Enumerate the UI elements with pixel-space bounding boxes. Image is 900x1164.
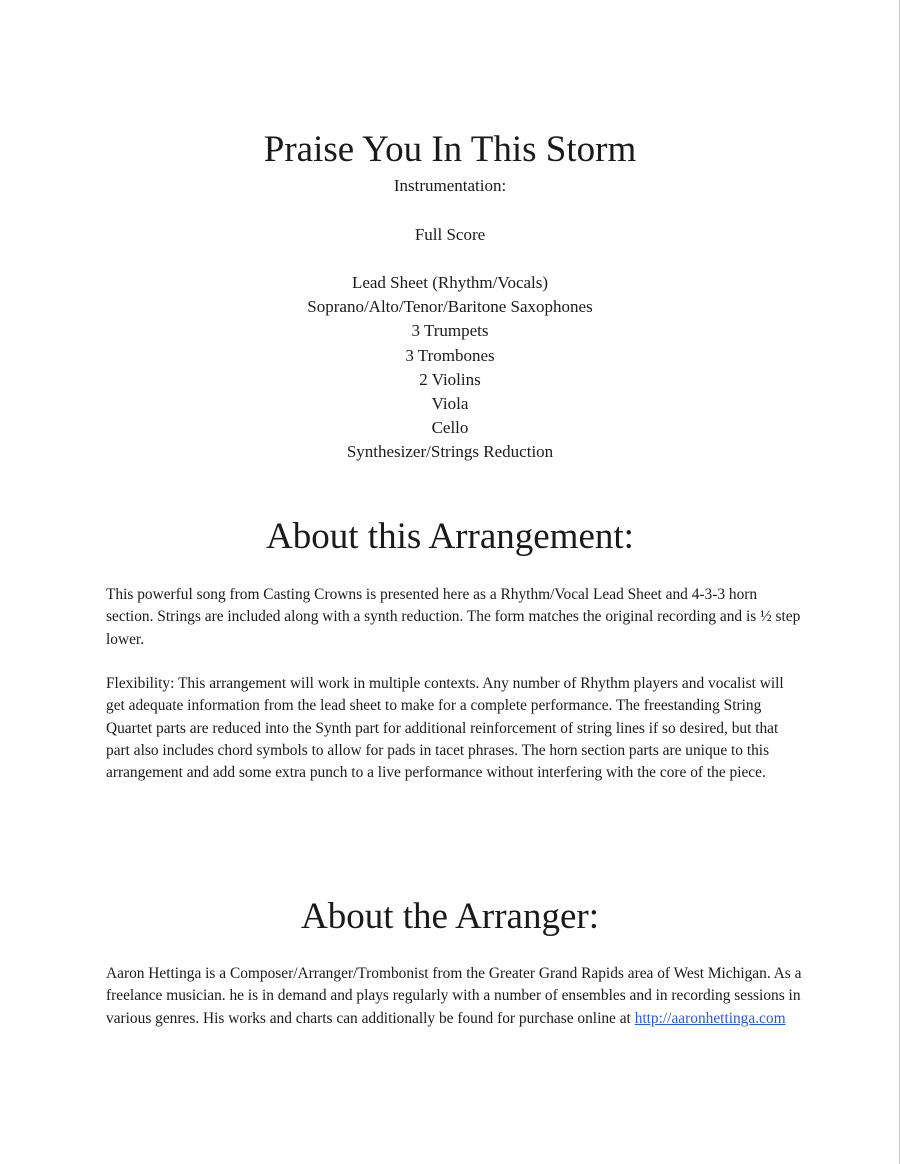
about-arranger-text: Aaron Hettinga is a Composer/Arranger/Trombonist from the Greater Grand Rapids area of West Michigan. As a freelance musician. he is in demand and plays regularly with a number of ensembles and in recording sessions in various genres. His works and charts can additionally be found for purchase online at [106,965,802,1027]
instrumentation-label: Instrumentation: [393,176,507,195]
instrument-item: 2 Violins [419,369,481,389]
instrument-item: Soprano/Alto/Tenor/Baritone Saxophones [307,297,593,317]
instrument-item: 3 Trombones [405,345,495,365]
instrument-item: Synthesizer/Strings Reduction [346,442,554,462]
about-arranger-paragraph [106,963,806,1030]
instrument-item: Viola [431,394,469,414]
instrument-item: 3 Trumpets [411,321,489,341]
about-arrangement-heading: About this Arrangement: [266,516,634,557]
full-score-label: Full Score [414,225,486,244]
instrument-item: Lead Sheet (Rhythm/Vocals) [351,273,549,292]
arranger-website-link[interactable]: http://aaronhettinga.com [634,1009,786,1027]
about-arrangement-paragraph-1: This powerful song from Casting Crowns is presented here as a Rhythm/Vocal Lead Sheet and 4-3-3 horn section. Strings are included along with a synth reduction. The form matches the original recording and is ½ step lower. [106,586,801,648]
about-arranger-heading: About the Arranger: [301,896,599,937]
instrument-list [0,271,900,465]
page-title: Praise You In This Storm [263,129,637,170]
about-arrangement-paragraph-2: Flexibility: This arrangement will work in multiple contexts. Any number of Rhythm players and vocalist will get adequate information from the lead sheet to make for a complete performance. The freestanding String Quartet parts are reduced into the Synth part for additional reinforcement of string lines if so desired, but that part also includes chord symbols to allow for pads in tacet phrases. The horn section parts are unique to this arrangement and add some extra punch to a live performance without interfering with the core of the piece. [106,675,784,782]
instrument-item: Cello [431,418,469,438]
